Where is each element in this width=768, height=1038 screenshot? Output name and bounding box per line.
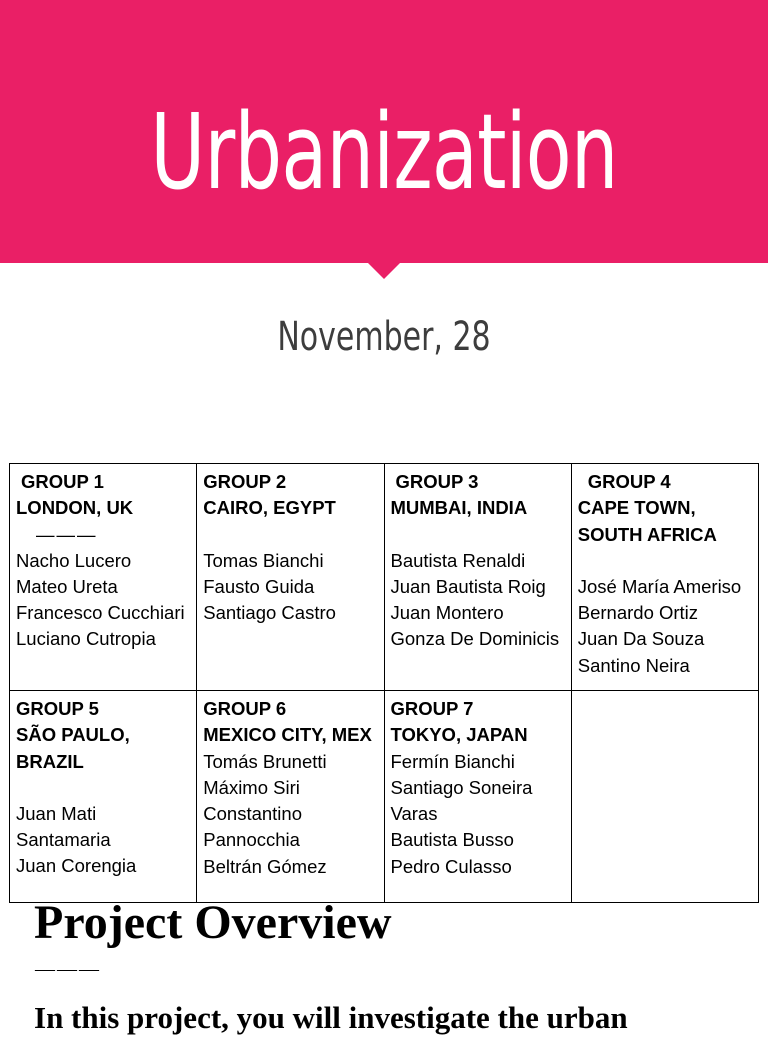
member-name: Bernardo Ortiz [577,602,699,624]
member-list [203,749,383,880]
member-name: Fausto Guida [203,575,315,597]
groups-table [9,463,759,903]
groups-table-container [9,463,760,877]
group-city: TOKYO, JAPAN [390,724,528,746]
member-name: Santiago Castro [203,602,336,624]
spacer [578,548,758,574]
member-name: Pedro Culasso [390,855,512,877]
member-name: Bautista Busso [390,829,514,851]
member-name: Pannocchia [203,829,300,851]
spacer [16,775,196,801]
member-list [391,749,571,880]
spacer [391,522,571,548]
group-number: GROUP 1 [21,471,104,492]
page-title: Urbanization [150,91,618,213]
group-number: GROUP 6 [203,698,287,719]
group-number: GROUP 5 [16,698,99,719]
group-number: GROUP 2 [203,471,287,492]
group-city: MUMBAI, INDIA [390,497,528,519]
table-row [10,691,759,903]
section-heading: Project Overview [34,896,392,949]
member-name: Luciano Cutropia [16,628,156,650]
group-city: CAPE TOWN, [577,497,696,519]
member-name: Constantino [203,803,302,825]
member-name: Santiago Soneira [390,776,533,798]
group-number: GROUP 7 [390,698,474,719]
group-cell [384,691,571,903]
group-number: GROUP 3 [395,471,479,492]
member-name: Juan Mati [16,802,97,824]
group-cell [10,691,197,903]
group-city-line-2: SOUTH AFRICA [577,523,717,545]
banner-pointer [367,262,401,279]
separator-dash: ——— [35,958,101,980]
group-city-line-2: BRAZIL [16,750,84,772]
member-name: Beltrán Gómez [203,855,327,877]
intro-paragraph: In this project, you will investigate the urban [34,1000,628,1035]
group-city: MEXICO CITY, MEX [203,724,372,746]
date-subtitle: November, 28 [277,314,491,360]
member-name: Francesco Cucchiari [16,602,185,624]
group-cell [571,464,758,691]
member-name: Juan Corengia [16,855,137,877]
spacer [203,522,383,548]
empty-cell [571,691,758,903]
member-name: Máximo Siri [203,776,300,798]
member-name: Tomas Bianchi [203,549,324,571]
group-cell [10,464,197,691]
separator-dash: ——— [36,523,98,545]
member-name: Nacho Lucero [16,549,132,571]
member-name: Santamaria [16,829,111,851]
member-list [578,574,758,679]
member-name: Fermín Bianchi [390,750,515,772]
group-city: CAIRO, EGYPT [203,497,336,519]
member-list [391,548,571,653]
member-name: Juan Montero [390,602,504,624]
member-name: Juan Da Souza [577,628,705,650]
group-number: GROUP 4 [587,471,671,492]
group-city: SÃO PAULO, [16,724,130,746]
member-list [203,548,383,627]
table-row [10,464,759,691]
member-name: Juan Bautista Roig [390,575,546,597]
group-cell [197,464,384,691]
member-list [16,801,196,880]
group-cell [384,464,571,691]
member-name: Bautista Renaldi [390,549,526,571]
member-name: Varas [390,803,438,825]
member-name: Mateo Ureta [16,575,118,597]
member-name: José María Ameriso [577,575,742,597]
group-cell [197,691,384,903]
member-list [16,548,196,653]
member-name: Gonza De Dominicis [390,628,560,650]
member-name: Santino Neira [577,654,690,676]
group-city: LONDON, UK [16,497,134,519]
member-name: Tomás Brunetti [203,750,327,772]
